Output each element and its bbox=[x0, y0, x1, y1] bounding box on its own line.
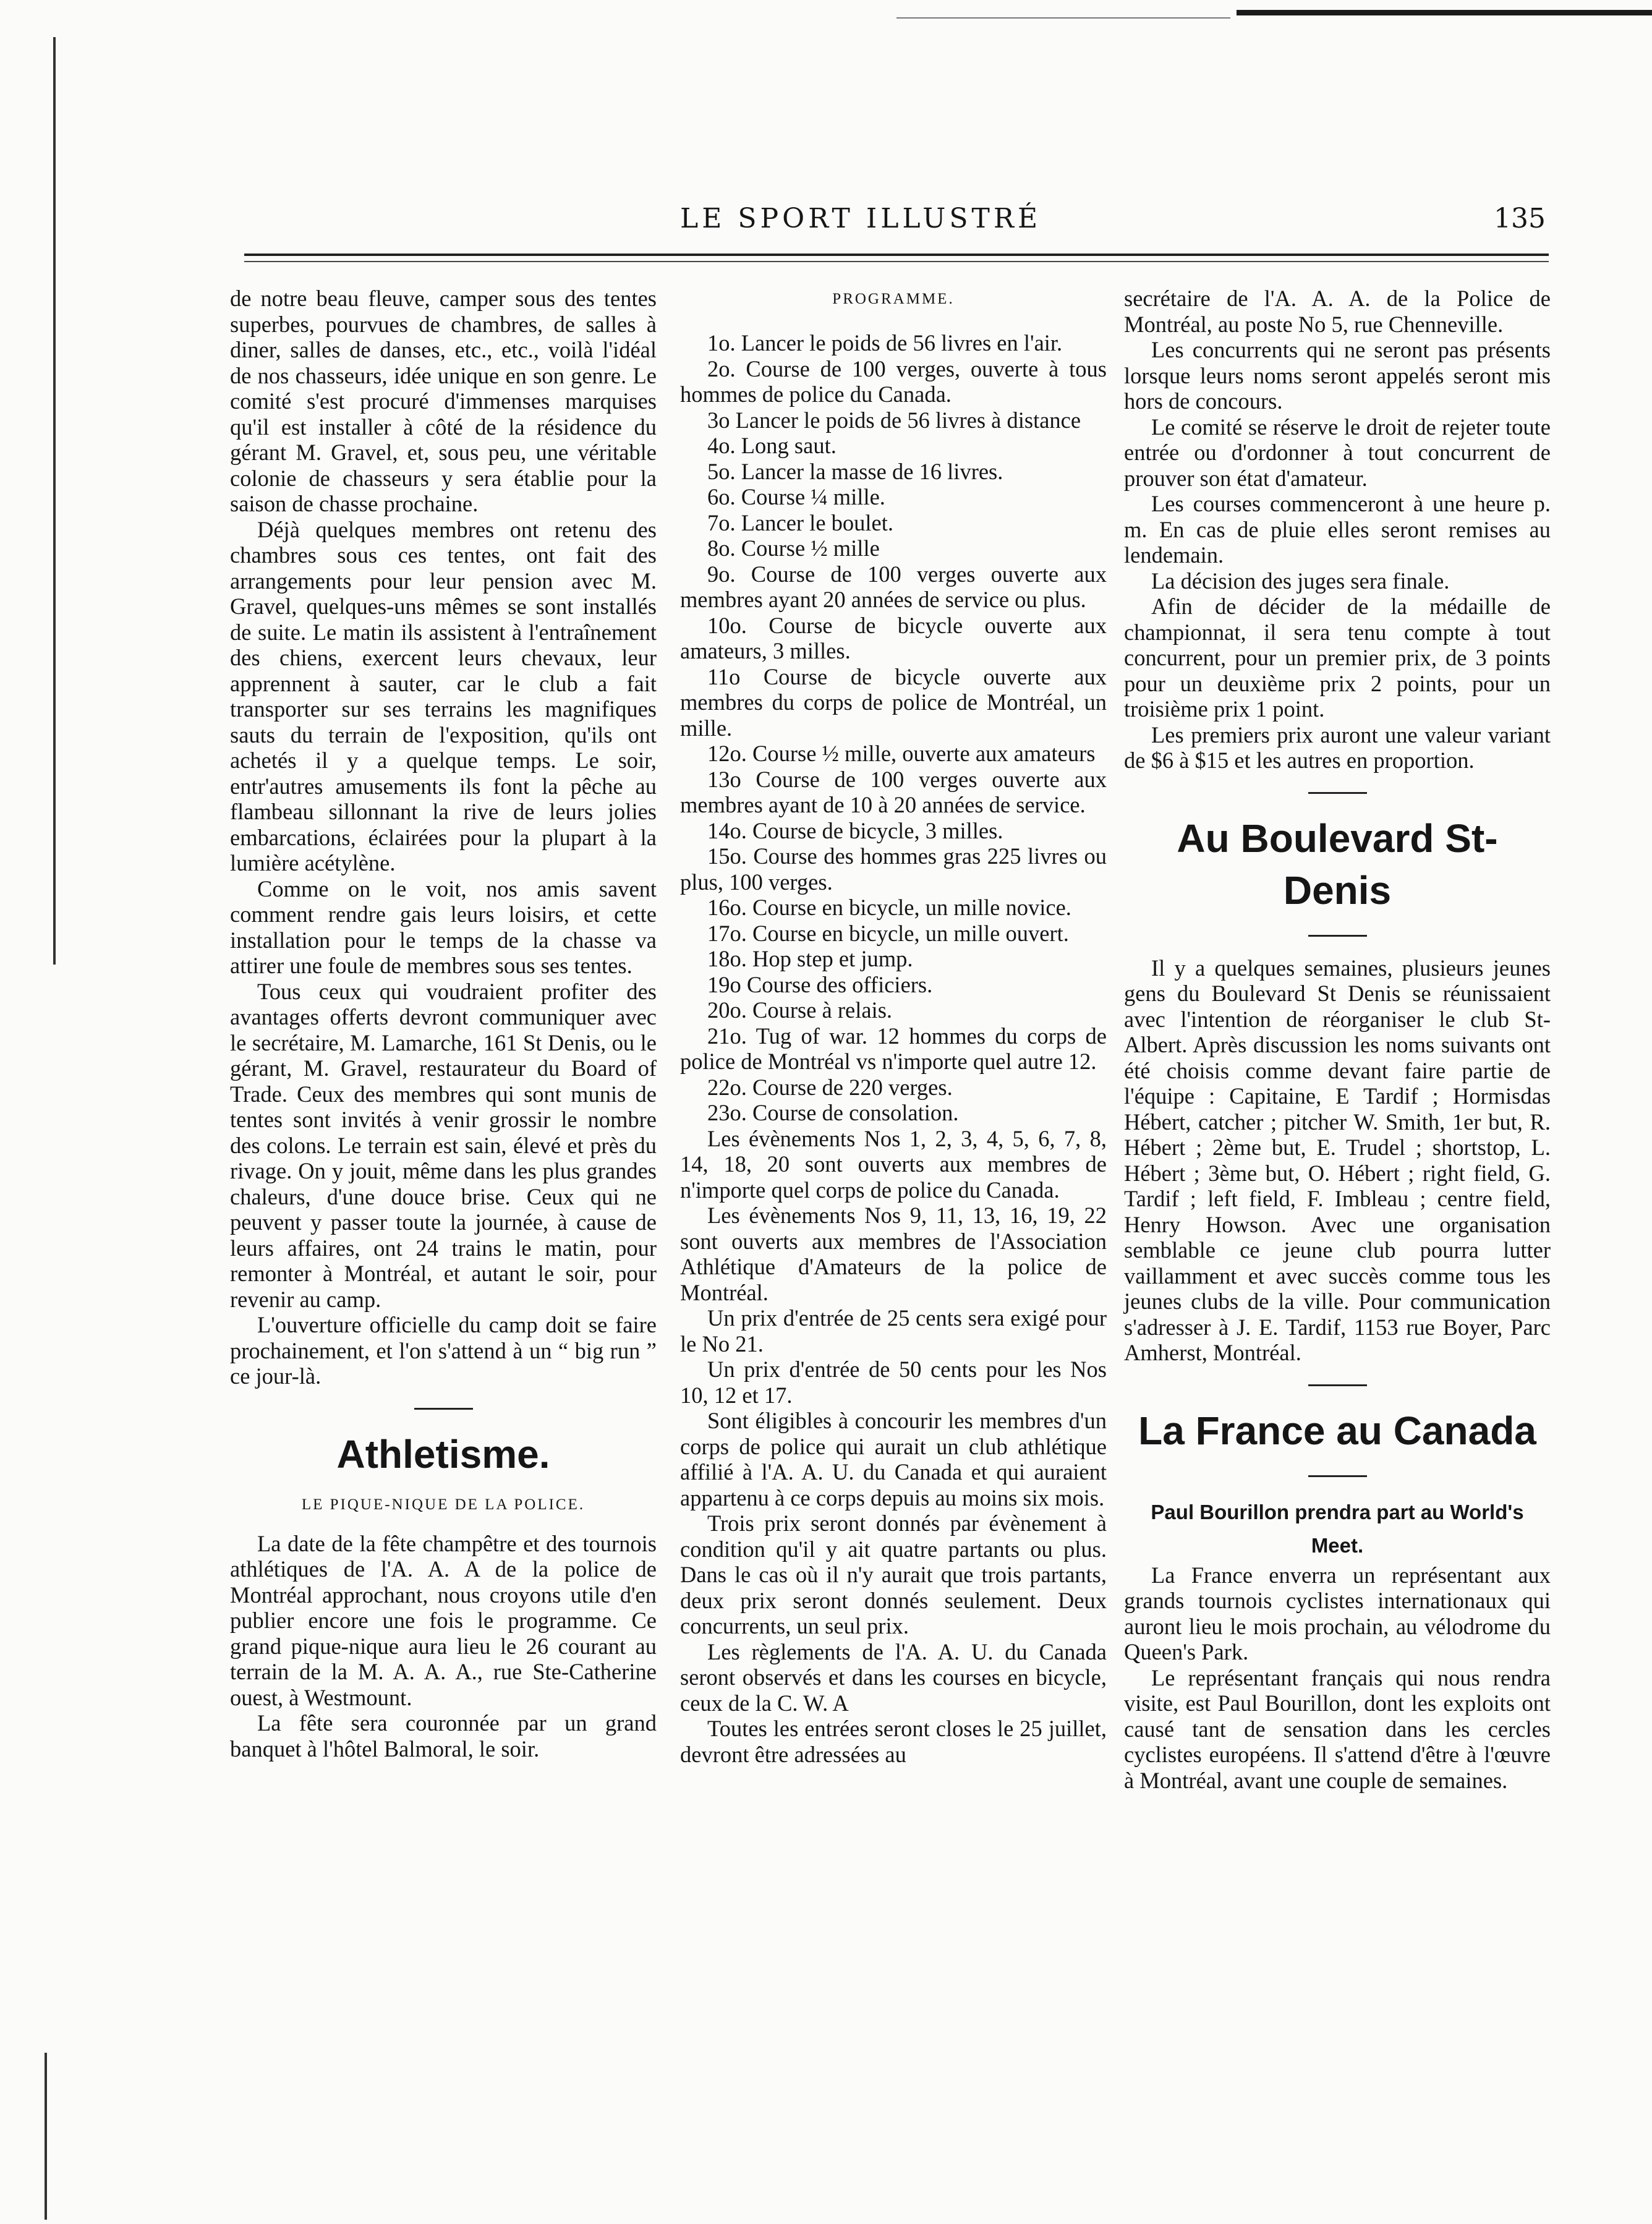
header-rule bbox=[244, 254, 1549, 256]
article-paragraph: 11o Course de bicycle ouverte aux membres du corps de police de Montréal, un mille. bbox=[680, 663, 1107, 741]
article-paragraph: Déjà quelques membres ont retenu des chambres sous ces tentes, ont fait des arrangements pour leur pension avec M. Gravel, quelques-uns mêmes se sont installés de suite. Le matin ils assistent à l'entraînement des chiens, exercent leurs chevaux, leur apprennent à sauter, car le club a fait transporter sur ses terrains les magnifiques sauts du terrain de l'exposition, qu'ils ont achetés il y a quelque temps. Le soir, entr'autres amusements ils font la pêche au flambeau sillonnant la rive de leurs jolies embarcations, éclairées pour la plupart à la lumière acétylène. bbox=[230, 516, 657, 876]
article-paragraph: Toutes les entrées seront closes le 25 juillet, devront être adressées au bbox=[680, 1716, 1107, 1767]
header-rule-thin bbox=[244, 261, 1549, 262]
article-paragraph: de notre beau fleuve, camper sous des tentes superbes, pourvues de chambres, de salles à diner, salles de danses, etc., etc., voilà l'idéal de nos chasseurs, idée unique en son genre. Le comité s'est procuré d'immenses marquises qu'il est installer à côté de la résidence du gérant M. Gravel, et, sous peu, une véritable colonie de chasseurs y sera établie pour la saison de chasse prochaine. bbox=[230, 286, 657, 516]
text-column-2 bbox=[680, 286, 1107, 1767]
top-thin-rule bbox=[896, 17, 1230, 19]
article-paragraph: Comme on le voit, nos amis savent comment rendre gais leurs loisirs, et cette installation pour le temps de la chasse va attirer une foule de membres sous ses tentes. bbox=[230, 876, 657, 978]
binding-margin-line bbox=[53, 37, 56, 965]
article-paragraph: Les premiers prix auront une valeur variant de $6 à $15 et les autres en proportion. bbox=[1124, 722, 1551, 773]
section-separator bbox=[414, 1408, 473, 1410]
section-subheadline: Paul Bourillon prendra part au World's Meet. bbox=[1151, 1500, 1524, 1557]
article-paragraph: Trois prix seront donnés par évènement à condition qu'il y ait quatre partants ou plus. Dans le cas où il n'y aurait que trois partants, deux prix seront donnés seulement. Deux concurrents, un seul prix. bbox=[680, 1510, 1107, 1638]
article-paragraph: Un prix d'entrée de 50 cents pour les Nos 10, 12 et 17. bbox=[680, 1357, 1107, 1408]
article-paragraph: 22o. Course de 220 verges. bbox=[707, 1074, 953, 1100]
binding-margin-line-lower bbox=[45, 2053, 47, 2220]
article-paragraph: Les règlements de l'A. A. U. du Canada seront observés et dans les courses en bicycle, ceux de la C. W. A bbox=[680, 1638, 1107, 1716]
section-subtitle: LE PIQUE-NIQUE DE LA POLICE. bbox=[301, 1496, 585, 1513]
article-paragraph: 8o. Course ½ mille bbox=[707, 535, 880, 561]
article-paragraph: Tous ceux qui voudraient profiter des avantages offerts devront communiquer avec le secrétaire, M. Lamarche, 161 St Denis, ou le gérant, M. Gravel, restaurateur du Board of Trade. Ceux des membres qui sont munis de tentes sont invités à venir grossir le nombre des colons. Le terrain est sain, élevé et près du rivage. On y jouit, même dans les plus grandes chaleurs, d'une douce brise. Ceux qui ne peuvent y passer toute la journée, à cause de leurs affaires, ont 24 trains le matin, pour remonter à Montréal, et autant le soir, pour revenir au camp. bbox=[230, 978, 657, 1312]
article-paragraph: La France enverra un représentant aux grands tournois cyclistes internationaux qui auront lieu le mois prochain, au vélodrome du Queen's Park. bbox=[1124, 1562, 1551, 1664]
article-paragraph: L'ouverture officielle du camp doit se faire prochainement, et l'on s'attend à un “ big run ” ce jour-là. bbox=[230, 1312, 657, 1389]
section-subtitle: PROGRAMME. bbox=[832, 291, 955, 307]
article-paragraph: Le représentant français qui nous rendra visite, est Paul Bourillon, dont les exploits ont causé tant de sensation dans les cercles cyclistes européens. Il s'attend d'être à l'œuvre à Montréal, avant une couple de semaines. bbox=[1124, 1664, 1551, 1793]
article-paragraph: 21o. Tug of war. 12 hommes du corps de police de Montréal vs n'importe quel autre 12. bbox=[680, 1023, 1107, 1074]
section-separator bbox=[1308, 1475, 1367, 1477]
article-paragraph: 4o. Long saut. bbox=[707, 433, 837, 458]
top-border-rule bbox=[1237, 10, 1652, 15]
article-paragraph: Sont éligibles à concourir les membres d'un corps de police qui aurait un club athlétique affilié à l'A. A. U. du Canada et qui auraient appartenu à ce corps depuis au moins six mois. bbox=[680, 1408, 1107, 1510]
section-separator bbox=[1308, 792, 1367, 794]
article-paragraph: 23o. Course de consolation. bbox=[707, 1100, 959, 1125]
article-paragraph: 5o. Lancer la masse de 16 livres. bbox=[707, 458, 1003, 484]
article-paragraph: Les courses commenceront à une heure p. m. En cas de pluie elles seront remises au lendemain. bbox=[1124, 491, 1551, 568]
article-paragraph: 7o. Lancer le boulet. bbox=[707, 509, 894, 535]
article-paragraph: 18o. Hop step et jump. bbox=[707, 946, 913, 971]
article-paragraph: 16o. Course en bicycle, un mille novice. bbox=[707, 895, 1071, 920]
article-paragraph: Les évènements Nos 1, 2, 3, 4, 5, 6, 7, 8, 14, 18, 20 sont ouverts aux membres de n'importe quel corps de police du Canada. bbox=[680, 1125, 1107, 1203]
article-paragraph: secrétaire de l'A. A. A. de la Police de Montréal, au poste No 5, rue Chenneville. bbox=[1124, 286, 1551, 337]
article-paragraph: 9o. Course de 100 verges ouverte aux membres ayant 20 années de service ou plus. bbox=[680, 561, 1107, 612]
article-paragraph: Un prix d'entrée de 25 cents sera exigé pour le No 21. bbox=[680, 1305, 1107, 1357]
text-column-3 bbox=[1124, 286, 1551, 1793]
article-paragraph: La fête sera couronnée par un grand banquet à l'hôtel Balmoral, le soir. bbox=[230, 1710, 657, 1762]
article-paragraph: 15o. Course des hommes gras 225 livres ou plus, 100 verges. bbox=[680, 843, 1107, 895]
article-paragraph: 20o. Course à relais. bbox=[707, 997, 893, 1023]
article-paragraph: 13o Course de 100 verges ouverte aux membres ayant de 10 à 20 années de service. bbox=[680, 766, 1107, 817]
section-separator bbox=[1308, 1384, 1367, 1386]
article-paragraph: La date de la fête champêtre et des tournois athlétiques de l'A. A. A de la police de Montréal approchant, nous croyons utile d'en publier encore une fois le programme. Ce grand pique-nique aura lieu le 26 courant au terrain de la M. A. A. A., rue Ste-Catherine ouest, à Westmount. bbox=[230, 1530, 657, 1710]
section-separator bbox=[1308, 935, 1367, 937]
article-paragraph: 19o Course des officiers. bbox=[707, 971, 933, 997]
article-paragraph: 17o. Course en bicycle, un mille ouvert. bbox=[707, 920, 1069, 946]
running-title: LE SPORT ILLUSTRÉ bbox=[680, 203, 1042, 234]
section-headline: Au Boulevard St-Denis bbox=[1177, 816, 1498, 913]
article-paragraph: Il y a quelques semaines, plusieurs jeunes gens du Boulevard St Denis se réunissaient avec l'intention de réorganiser le club St-Albert. Après discussion les noms suivants ont été choisis comme devant faire partie de l'équipe : Capitaine, E Tardif ; Hormisdas Hébert, catcher ; pitcher W. Smith, 1er but, R. Hébert ; 2ème but, E. Trudel ; shortstop, L. Hébert ; 3ème but, O. Hébert ; right field, G. Tardif ; left field, F. Imbleau ; centre field, Henry Howson. Avec une organisation semblable ce jeune club pourra lutter vaillamment et avec succès comme tous les jeunes clubs de la ville. Pour communication s'adresser à J. E. Tardif, 1153 rue Boyer, Parc Amherst, Montréal. bbox=[1124, 955, 1551, 1365]
page-header bbox=[680, 203, 1546, 246]
article-paragraph: Les concurrents qui ne seront pas présents lorsque leurs noms seront appelés seront mis hors de concours. bbox=[1124, 337, 1551, 414]
article-paragraph: 12o. Course ½ mille, ouverte aux amateurs bbox=[707, 741, 1096, 766]
article-paragraph: 6o. Course ¼ mille. bbox=[707, 484, 885, 509]
article-paragraph: Le comité se réserve le droit de rejeter toute entrée ou d'ordonner à tout concurrent de prouver son état d'amateur. bbox=[1124, 414, 1551, 491]
article-paragraph: Les évènements Nos 9, 11, 13, 16, 19, 22 sont ouverts aux membres de l'Association Athlétique d'Amateurs de la police de Montréal. bbox=[680, 1203, 1107, 1305]
article-paragraph: 2o. Course de 100 verges, ouverte à tous hommes de police du Canada. bbox=[680, 356, 1107, 407]
article-paragraph: La décision des juges sera finale. bbox=[1151, 568, 1450, 594]
article-paragraph: 3o Lancer le poids de 56 livres à distance bbox=[707, 407, 1081, 433]
section-headline: Athletisme. bbox=[336, 1431, 550, 1476]
section-headline: La France au Canada bbox=[1138, 1408, 1536, 1453]
article-paragraph: 1o. Lancer le poids de 56 livres en l'air. bbox=[707, 330, 1063, 356]
article-paragraph: 14o. Course de bicycle, 3 milles. bbox=[707, 817, 1003, 843]
article-paragraph: 10o. Course de bicycle ouverte aux amateurs, 3 milles. bbox=[680, 612, 1107, 663]
page-number: 135 bbox=[1494, 203, 1546, 234]
article-paragraph: Afin de décider de la médaille de championnat, il sera tenu compte à tout concurrent, pour un premier prix, de 3 points pour un deuxième prix 2 points, pour un troisième prix 1 point. bbox=[1124, 594, 1551, 722]
text-column-1 bbox=[230, 286, 657, 1762]
